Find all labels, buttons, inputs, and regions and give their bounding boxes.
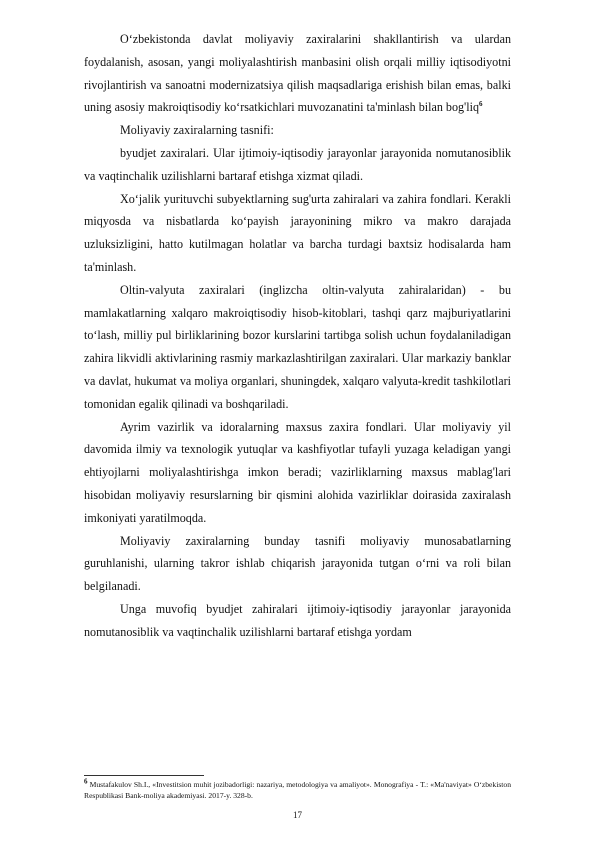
footnote-number: 6 <box>84 777 88 786</box>
paragraph-conclusion: Unga muvofiq byudjet zahiralari ijtimoiy-iqtisodiy jarayonlar jarayonida nomutanosiblik va vaqtinchalik uzilishlarni bartaraf etishga yordam <box>84 601 511 639</box>
paragraph-classification-basis: Moliyaviy zaxiralarning bunday tasnifi moliyaviy munosabatlarning guruhlanishi, ularning takror ishlab chiqarish jarayonida tutgan o‘rni va roli bilan belgilanadi. <box>84 533 511 594</box>
page-number: 17 <box>293 810 302 820</box>
paragraph-gold-currency-reserves: Oltin-valyuta zaxiralari (inglizcha oltin-valyuta zahiralaridan) - bu mamlakatlarning xalqaro makroiqtisodiy hisob-kitoblari, tashqi qarz majburiyatlarini to‘lash, milliy pul birliklarining bozor kurslarini tartibga solish uchun foydalaniladigan zahira likvidli aktivlarining rasmiy markazlashtirilgan zaxiralari. Ular markaziy banklar va davlat, hukumat va moliya organlari, shuningdek, xalqaro valyuta-kredit tashkilotlari tomonidan egalik qilinadi va boshqariladi. <box>84 282 511 411</box>
paragraph-classification-heading: Moliyaviy zaxiralarning tasnifi: <box>120 123 274 138</box>
footnote <box>84 779 511 801</box>
footnote-ref[interactable]: 6 <box>479 100 483 109</box>
paragraph-insurance-reserves: Xo‘jalik yurituvchi subyektlarning sug'urta zahiralari va zahira fondlari. Kerakli miqyosda va nisbatlarda ko‘payish jarayonining mikro va makro darajada uzluksizligini, hatto kutilmagan holatlar va barcha turdagi baxtsiz hodisalarda ham ta'minlash. <box>84 191 511 274</box>
paragraph-text: O‘zbekistonda davlat moliyaviy zaxiralarini shakllantirish va ulardan foydalanish, asosan, yangi moliyalashtirish manbasini olish orqali milliy iqtisodiyotni rivojlantirish va sanoatni modernizatsiya qilish maqsadlariga erishish bilan emas, balki uning asosiy makroiqtisodiy ko‘rsatkichlari muvozanatini ta'minlash bilan bog'liq <box>84 32 511 115</box>
paragraph-budget-reserves: byudjet zaxiralari. Ular ijtimoiy-iqtisodiy jarayonlar jarayonida nomutanosiblik va vaqtinchalik uzilishlarni bartaraf etishga xizmat qiladi. <box>84 145 511 183</box>
footnote-text: Mustafakulov Sh.I., «Investitsion muhit jozibadorligi: nazariya, metodologiya va amaliyot». Monografiya - T.: «Ma'naviyat» O‘zbekiston Respublikasi Bank-moliya akademiyasi. 2017-y. 328-b. <box>84 780 511 800</box>
footnote-divider <box>84 775 204 776</box>
paragraph-special-funds: Ayrim vazirlik va idoralarning maxsus zaxira fondlari. Ular moliyaviy yil davomida ilmiy va texnologik yutuqlar va kashfiyotlar tufayli yuzaga keladigan yangi ehtiyojlarni moliyalashtirishga imkon beradi; vazirliklarning maxsus mablag'lari hisobidan moliyaviy resurslarning bir qismini alohida vazirliklar doirasida zaxiralash imkoniyati yaratilmoqda. <box>84 419 511 525</box>
paragraph-intro <box>84 28 511 119</box>
body-text <box>84 28 511 644</box>
